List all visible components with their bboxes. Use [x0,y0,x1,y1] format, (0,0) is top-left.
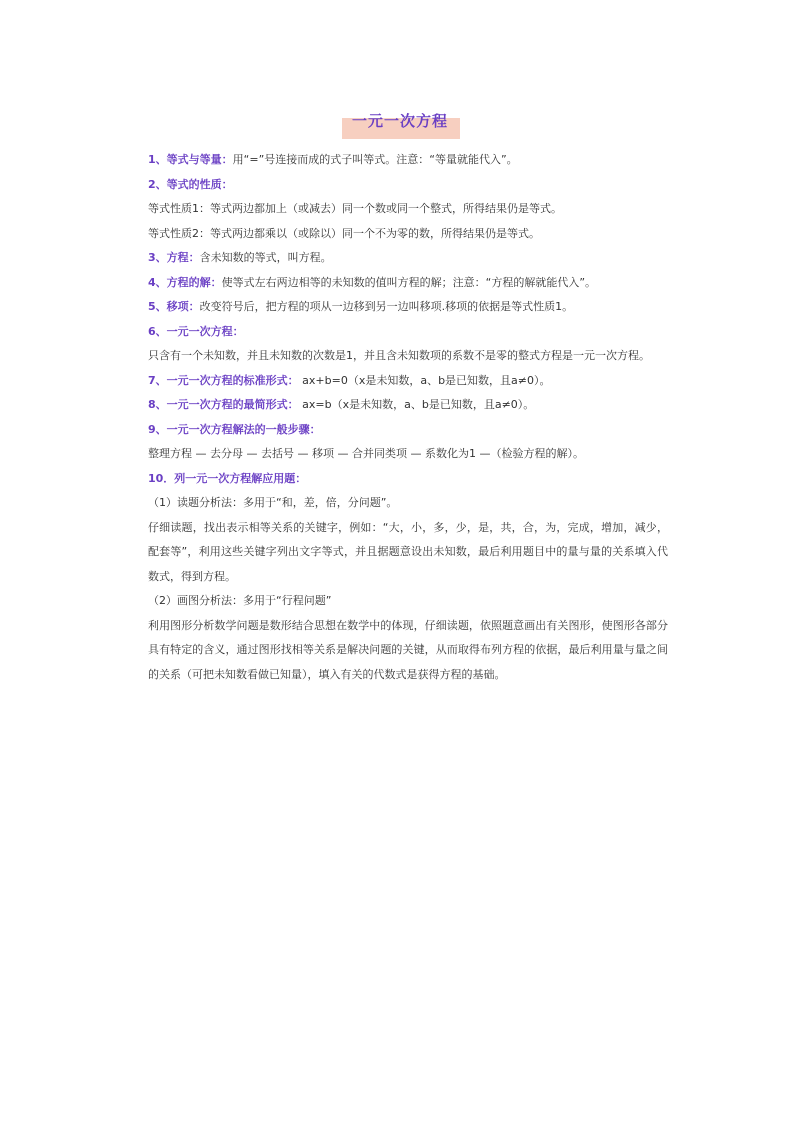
item-5-heading: 5、移项： [148,300,200,313]
page-title: 一元一次方程 [346,108,454,135]
item-5 [148,295,668,320]
item-1-text: 用“=”号连接而成的式子叫等式。注意：“等量就能代入”。 [232,153,518,166]
item-8-text: ax=b（x是未知数，a、b是已知数，且a≠0）。 [298,398,535,411]
item-6-text: 只含有一个未知数，并且未知数的次数是1，并且含未知数项的系数不是零的整式方程是一元一次方程。 [148,349,650,362]
item-3 [148,246,668,271]
item-4-text: 使等式左右两边相等的未知数的值叫方程的解；注意：“方程的解就能代入”。 [221,275,597,289]
item-10-method-2-text: 利用图形分析数学问题是数形结合思想在数学中的体现，仔细读题，依照题意画出有关图形，使图形各部分具有特定的含义，通过图形找相等关系是解决问题的关键，从而取得布列方程的依据，最后利用量与量之间的关系（可把未知数看做已知量），填入有关的代数式是获得方程的基础。 [148,618,668,681]
item-7-heading: 7、一元一次方程的标准形式： [148,373,299,387]
item-5-text: 改变符号后，把方程的项从一边移到另一边叫移项.移项的依据是等式性质1。 [199,300,574,313]
item-8 [148,393,668,418]
item-8-heading: 8、一元一次方程的最简形式： [148,398,299,411]
item-2-property-1: 等式性质1：等式两边都加上（或减去）同一个数或同一个整式，所得结果仍是等式。 [148,202,562,215]
item-9-heading: 9、一元一次方程解法的一般步骤： [148,422,321,436]
item-3-text: 含未知数的等式，叫方程。 [199,251,332,264]
item-1 [148,148,668,173]
document-body [148,148,668,687]
item-7 [148,369,668,394]
item-10-heading: 10．列一元一次方程解应用题： [148,471,307,485]
item-4 [148,271,668,296]
item-4-heading: 4、方程的解： [148,275,222,289]
title-wrap [0,108,800,135]
item-2-property-2: 等式性质2：等式两边都乘以（或除以）同一个不为零的数，所得结果仍是等式。 [148,226,540,240]
item-6-heading: 6、一元一次方程： [148,324,244,338]
item-9-text: 整理方程 — 去分母 — 去括号 — 移项 — 合并同类项 — 系数化为1 —（检验方程的解）。 [148,447,584,460]
item-10-method-1-text: 仔细读题，找出表示相等关系的关键字，例如：“大，小，多，少，是，共，合，为，完成，增加，减少，配套等”，利用这些关键字列出文字等式，并且据题意设出未知数，最后利用题目中的量与量的关系填入代数式，得到方程。 [148,520,668,583]
item-3-heading: 3、方程： [148,251,200,264]
item-2-heading: 2、等式的性质： [148,177,233,191]
item-1-heading: 1、等式与等量： [148,153,233,166]
item-10-method-1: （1）读题分析法：多用于“和，差，倍，分问题”。 [148,496,398,509]
item-7-text: ax+b=0（x是未知数，a、b是已知数，且a≠0）。 [298,373,551,387]
item-10-method-2: （2）画图分析法：多用于“行程问题” [148,594,332,607]
